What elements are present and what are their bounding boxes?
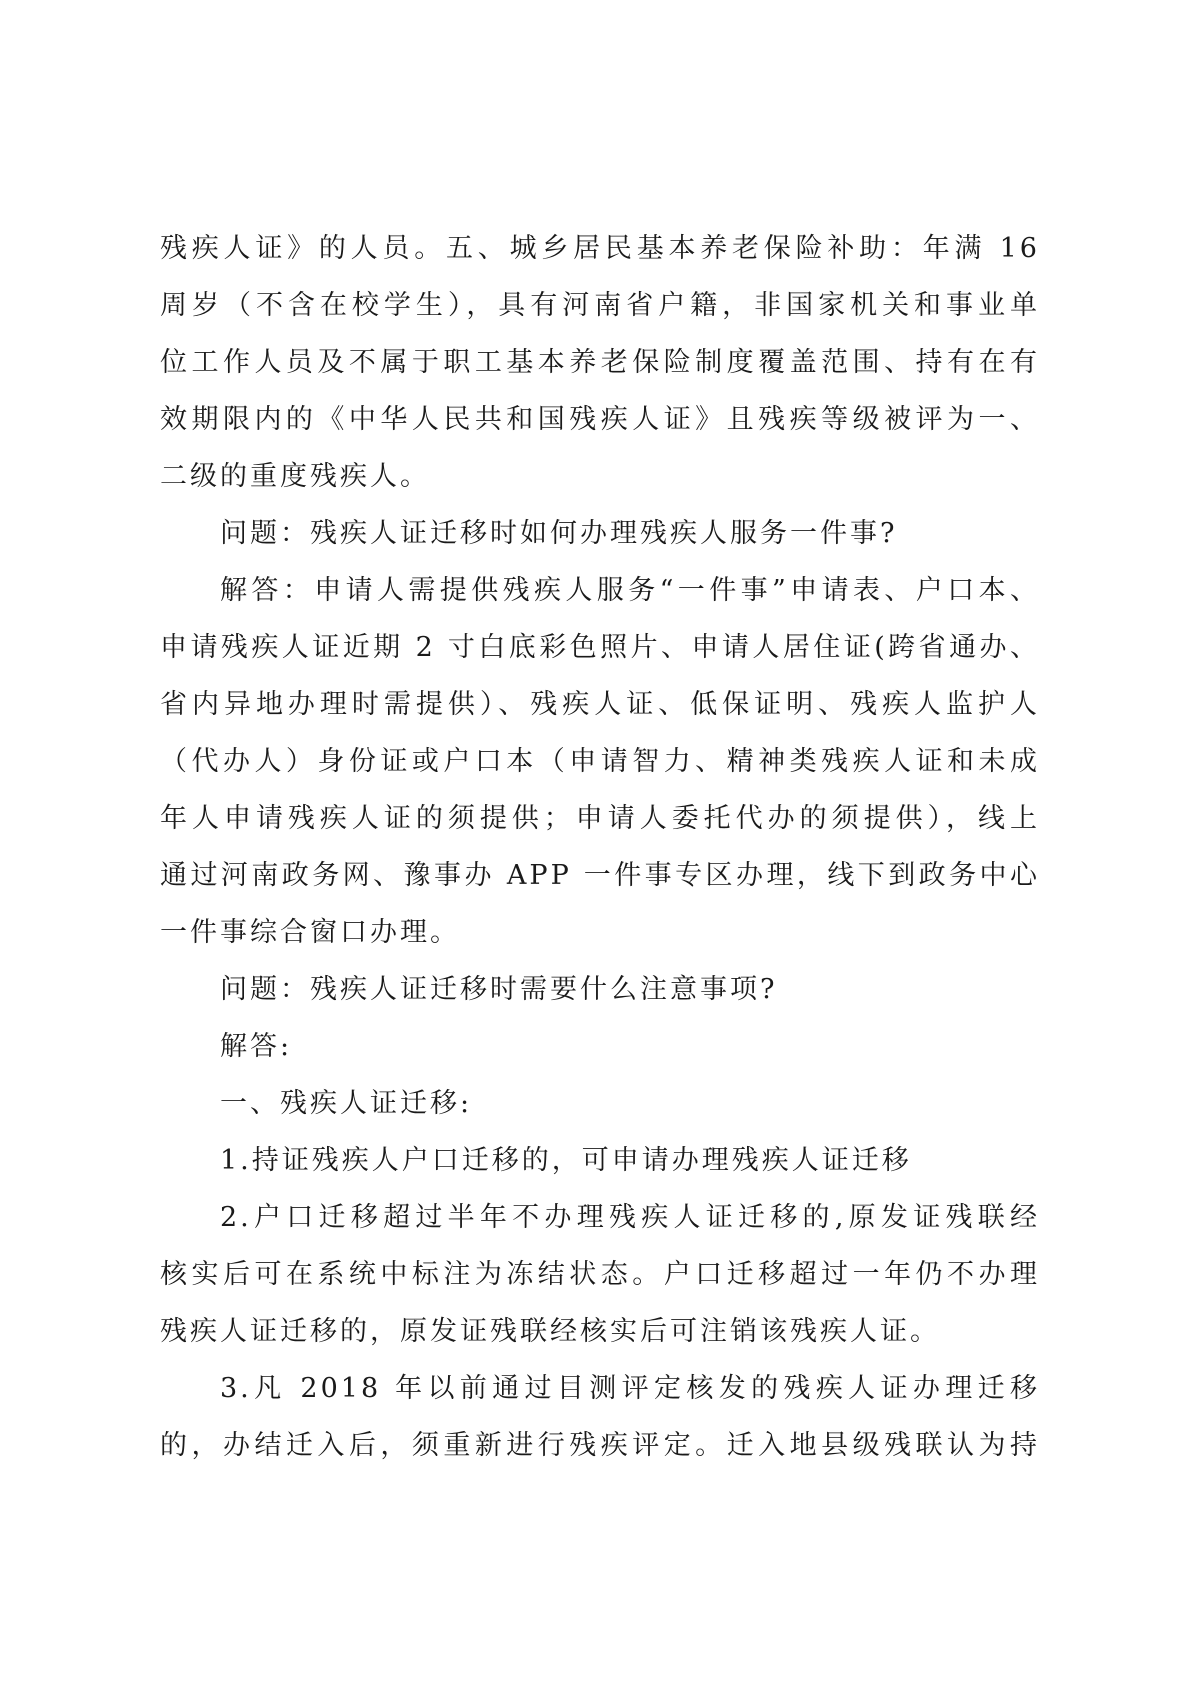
text-line: 周岁（不含在校学生），具有河南省户籍，非国家机关和事业单 bbox=[160, 290, 1040, 321]
text-line: 核实后可在系统中标注为冻结状态。户口迁移超过一年仍不办理 bbox=[160, 1259, 1040, 1290]
text-line: 通过河南政务网、豫事办 APP 一件事专区办理，线下到政务中心 bbox=[160, 860, 1040, 891]
text-line: （代办人）身份证或户口本（申请智力、精神类残疾人证和未成 bbox=[160, 746, 1040, 777]
text-line: 效期限内的《中华人民共和国残疾人证》且残疾等级被评为一、 bbox=[160, 404, 1040, 435]
text-line: 残疾人证迁移的，原发证残联经核实后可注销该残疾人证。 bbox=[160, 1316, 940, 1347]
list-item: 1.持证残疾人户口迁移的，可申请办理残疾人证迁移 bbox=[220, 1145, 912, 1176]
text-line: 一件事综合窗口办理。 bbox=[160, 917, 460, 948]
text-line: 省内异地办理时需提供）、残疾人证、低保证明、残疾人监护人 bbox=[160, 689, 1040, 720]
document-body bbox=[160, 220, 1040, 1474]
list-item: 3.凡 2018 年以前通过目测评定核发的残疾人证办理迁移 bbox=[220, 1373, 1040, 1404]
text-line: 申请残疾人证近期 2 寸白底彩色照片、申请人居住证(跨省通办、 bbox=[160, 632, 1040, 663]
text-line: 年人申请残疾人证的须提供；申请人委托代办的须提供），线上 bbox=[160, 803, 1040, 834]
answer-line: 解答：申请人需提供残疾人服务“一件事”申请表、户口本、 bbox=[220, 575, 1040, 606]
question-line: 问题：残疾人证迁移时如何办理残疾人服务一件事? bbox=[220, 518, 898, 549]
text-line: 残疾人证》的人员。五、城乡居民基本养老保险补助：年满 16 bbox=[160, 233, 1040, 264]
list-item: 2.户口迁移超过半年不办理残疾人证迁移的,原发证残联经 bbox=[220, 1202, 1040, 1233]
answer-line: 解答: bbox=[220, 1031, 293, 1062]
question-line: 问题：残疾人证迁移时需要什么注意事项? bbox=[220, 974, 778, 1005]
text-line: 的，办结迁入后，须重新进行残疾评定。迁入地县级残联认为持 bbox=[160, 1430, 1040, 1461]
text-line: 位工作人员及不属于职工基本养老保险制度覆盖范围、持有在有 bbox=[160, 347, 1040, 378]
text-line: 二级的重度残疾人。 bbox=[160, 461, 430, 492]
section-heading: 一、残疾人证迁移: bbox=[220, 1088, 473, 1119]
